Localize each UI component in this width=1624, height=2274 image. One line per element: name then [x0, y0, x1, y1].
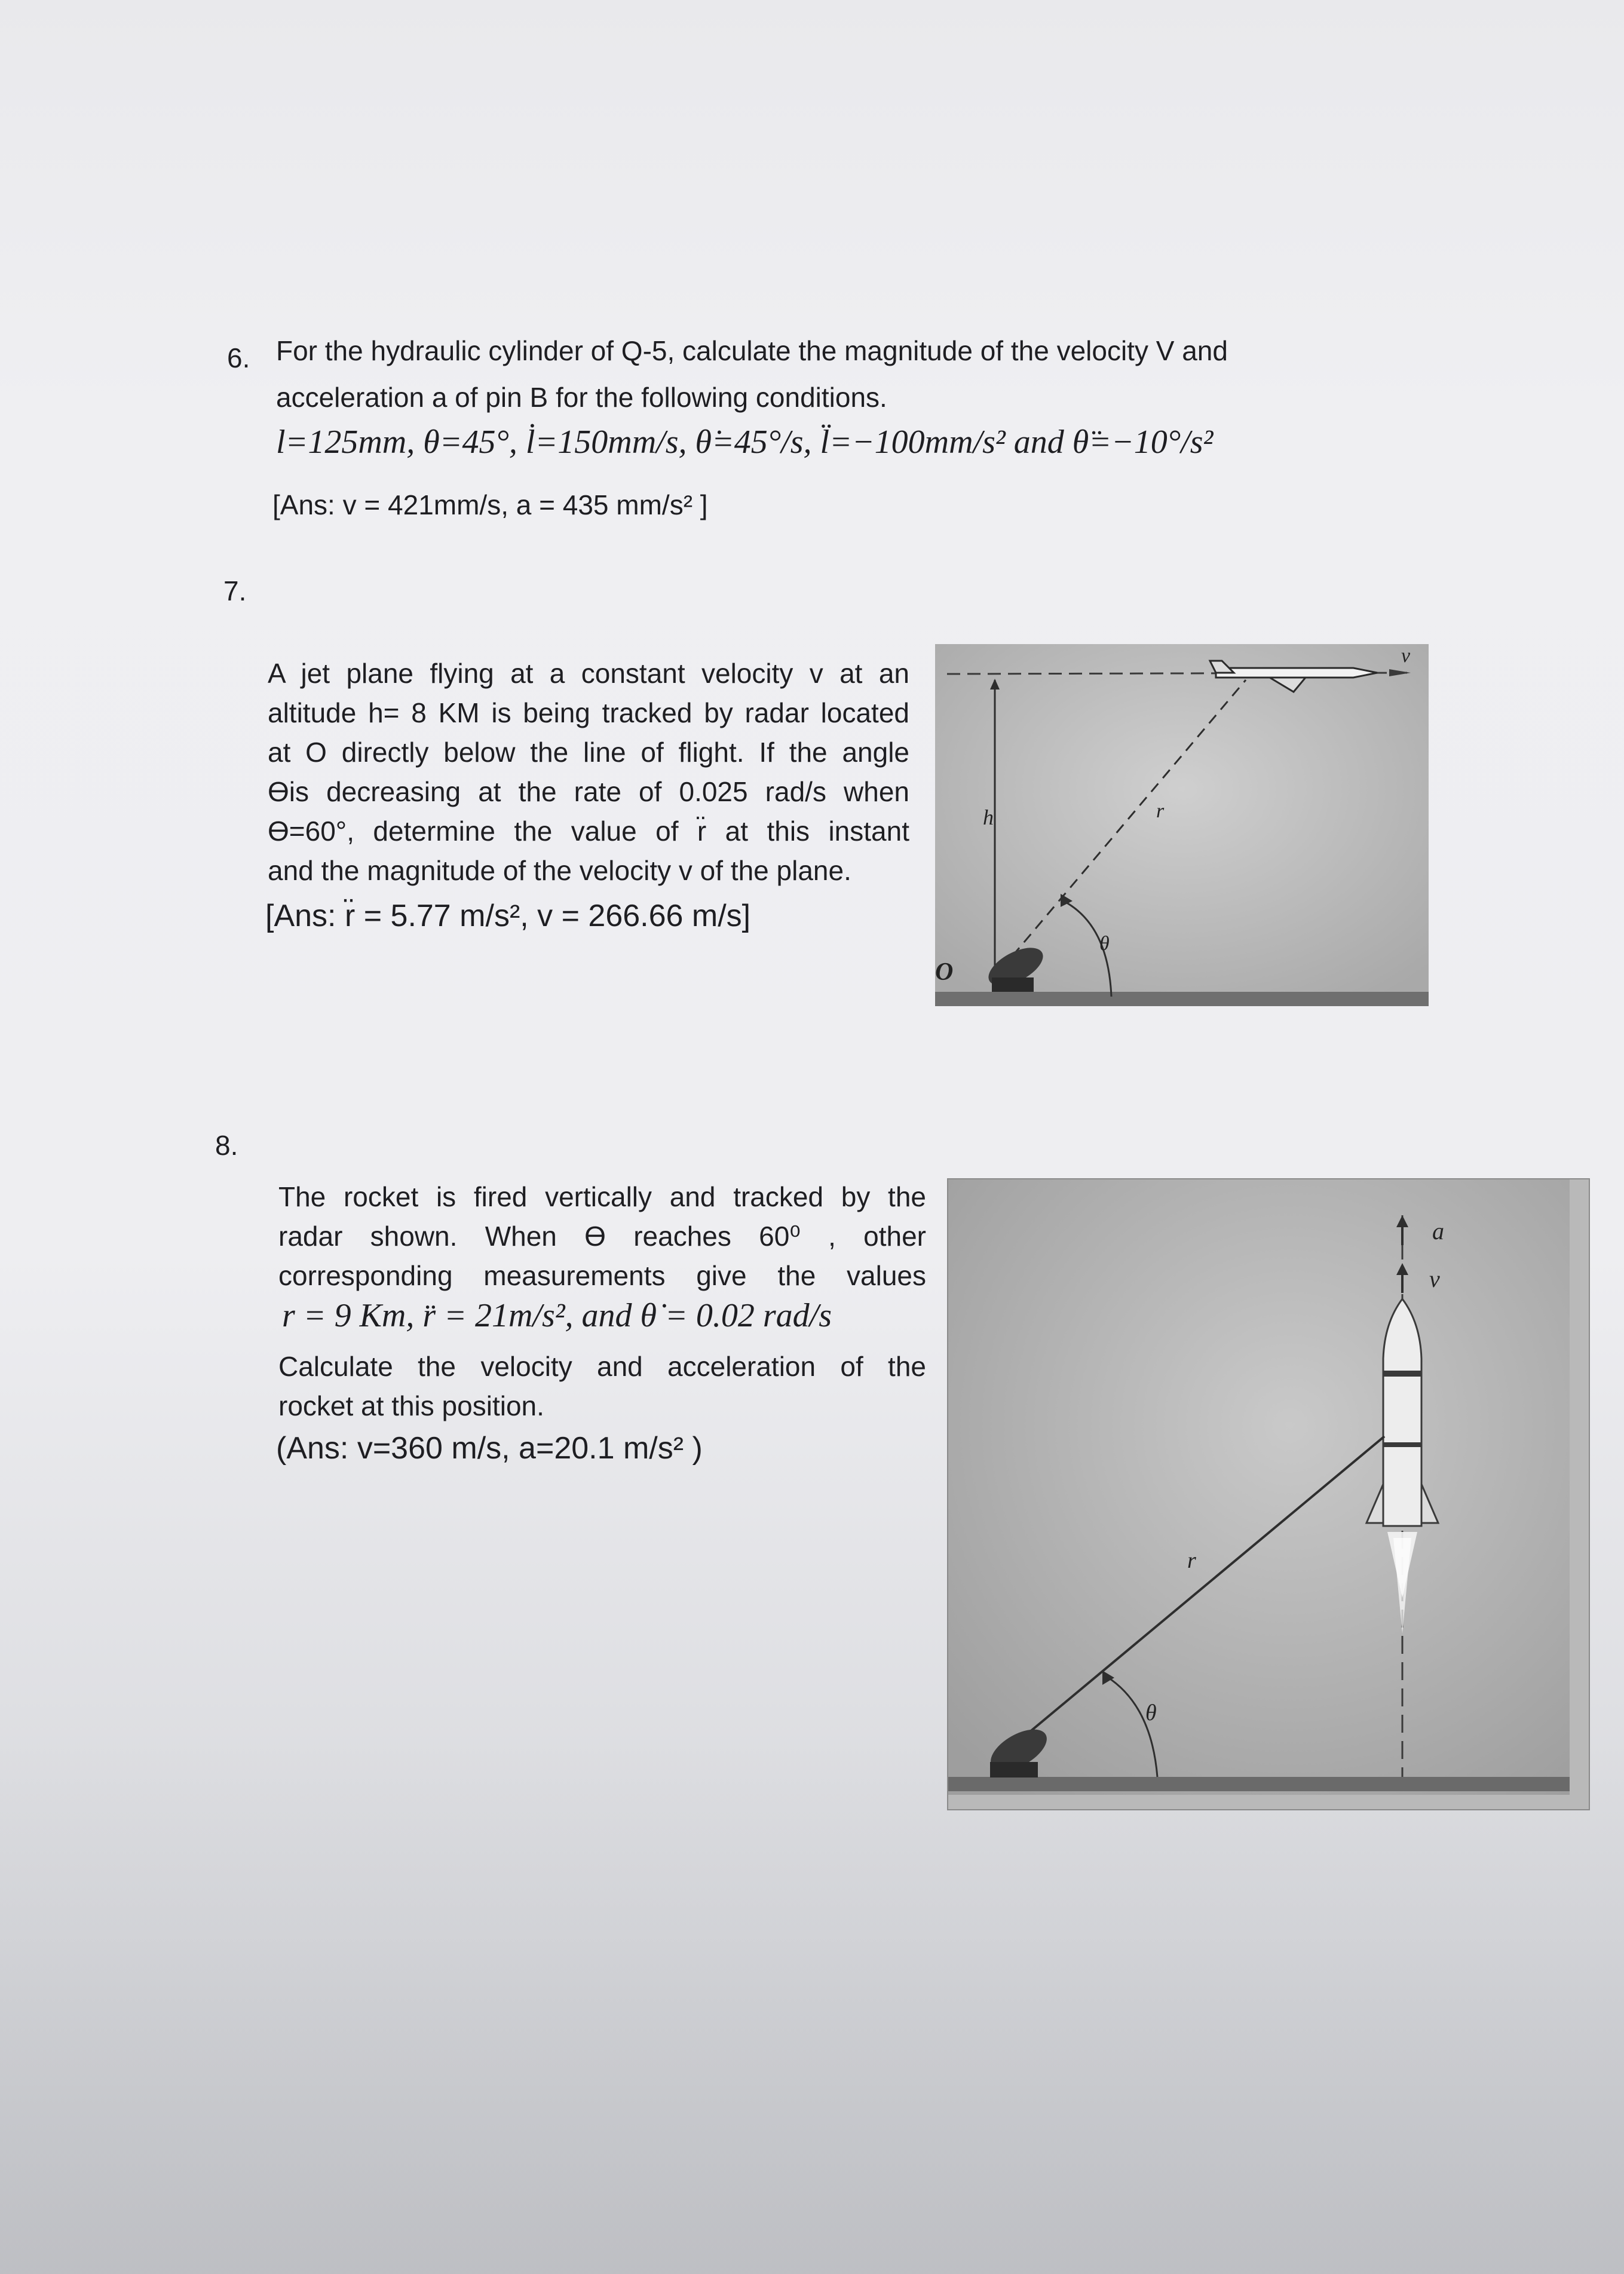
figure-label-v: v [1401, 645, 1411, 667]
q8-given: r = 9 Km, r̈ = 21m/s², and θ̇ = 0.02 rad/s [282, 1297, 832, 1334]
figure-label-theta: θ [1145, 1700, 1157, 1726]
q8-text-2 [278, 1347, 926, 1426]
q8-number: 8. [215, 1130, 238, 1161]
q7-text [268, 654, 909, 890]
q7-line: at O directly below the line of flight. If the angle [268, 737, 909, 768]
q6-number: 6. [227, 342, 250, 373]
figure-label-v: v [1429, 1265, 1440, 1292]
ground-line [948, 1777, 1570, 1791]
q7-number: 7. [223, 575, 247, 606]
q7-line: A jet plane flying at a constant velocity v at an [268, 658, 909, 689]
q8-line: The rocket is fired vertically and tracked by the [278, 1181, 926, 1212]
q8-rocket-radar-figure [947, 1178, 1590, 1810]
q8-line: Calculate the velocity and acceleration of the [278, 1351, 926, 1382]
q7-line: ϴis decreasing at the rate of 0.025 rad/s when [268, 776, 909, 807]
q6-answer: [Ans: v = 421mm/s, a = 435 mm/s² ] [272, 489, 708, 520]
q7-jet-radar-figure [935, 644, 1429, 1006]
figure-label-o: O [935, 958, 954, 986]
q7-line: ϴ=60°, determine the value of r̈ at this instant [268, 816, 909, 847]
q8-answer: (Ans: v=360 m/s, a=20.1 m/s² ) [276, 1431, 703, 1466]
figure-label-a: a [1432, 1218, 1444, 1245]
q7-answer: [Ans: r̈ = 5.77 m/s², v = 266.66 m/s] [265, 899, 751, 933]
figure-label-r: r [1187, 1548, 1196, 1573]
q8-line: rocket at this position. [278, 1390, 544, 1421]
q8-line: radar shown. When ϴ reaches 60⁰ , other [278, 1221, 926, 1252]
figure-label-h: h [983, 805, 994, 829]
figure-label-theta: θ [1099, 933, 1110, 955]
page-shadow [0, 1733, 1624, 2274]
q6-line2: acceleration a of pin B for the following conditions. [276, 382, 887, 413]
q8-text [278, 1177, 926, 1295]
figure-background [948, 1179, 1570, 1795]
q6-conditions: l=125mm, θ=45°, l̇=150mm/s, θ̇=45°/s, l̈=−100mm/s² and θ̈=−10°/s² [276, 424, 1214, 461]
q7-line: altitude h= 8 KM is being tracked by radar located [268, 697, 909, 728]
q6-line1: For the hydraulic cylinder of Q-5, calculate the magnitude of the velocity V and [276, 335, 1228, 366]
figure-label-r: r [1156, 800, 1165, 822]
figure-background [935, 644, 1429, 1006]
q8-line: corresponding measurements give the values [278, 1260, 926, 1291]
q7-line: and the magnitude of the velocity v of the plane. [268, 855, 851, 886]
ground-line [935, 992, 1429, 1006]
